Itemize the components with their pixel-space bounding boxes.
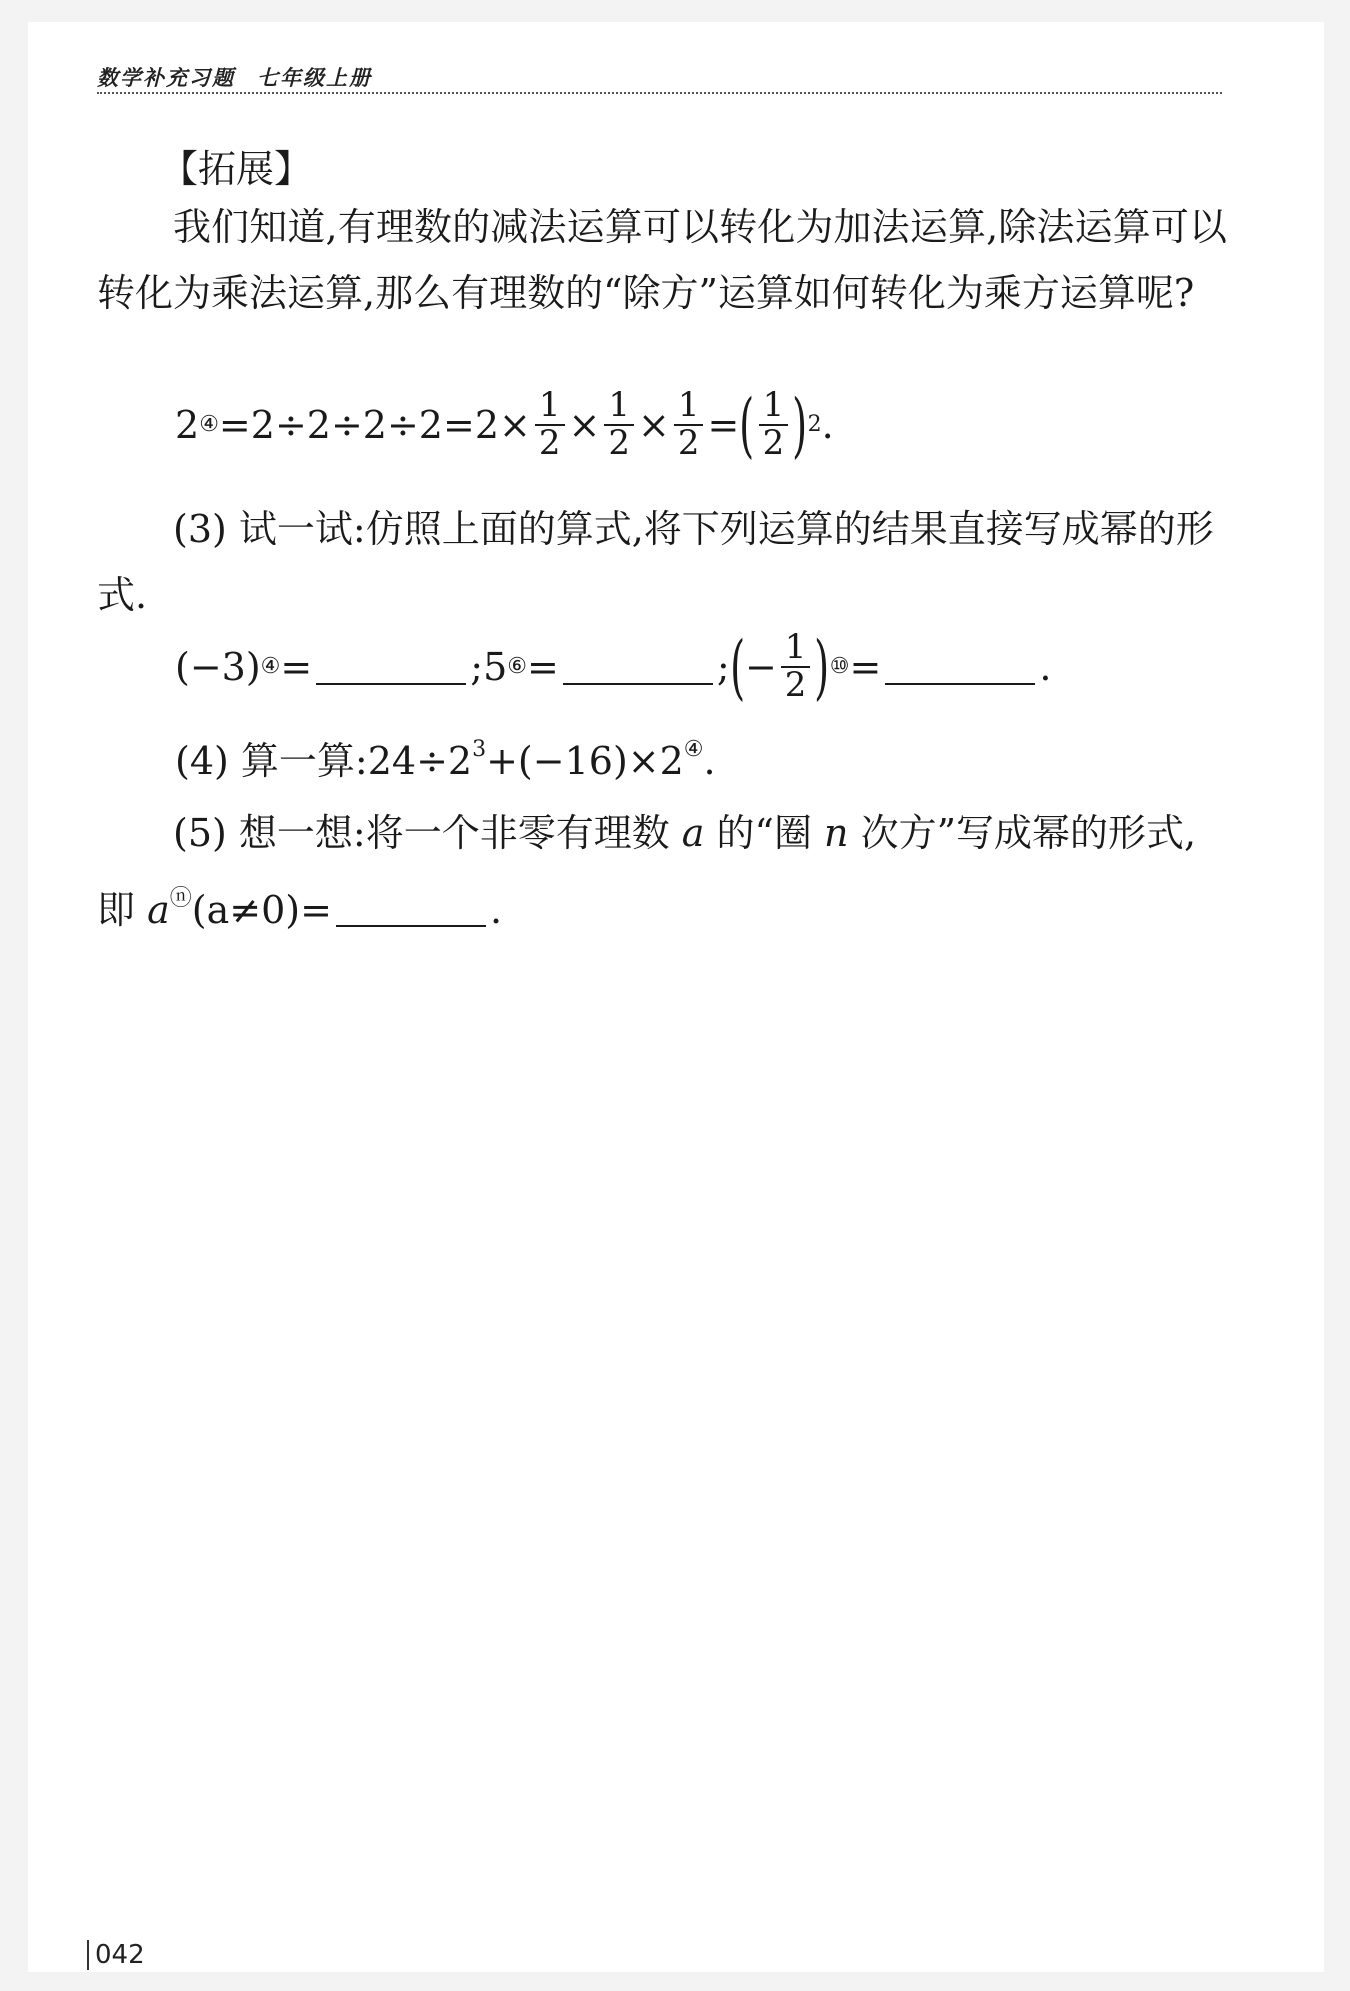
section-heading: 【拓展】 (160, 147, 313, 191)
header-divider (97, 92, 1222, 94)
fraction: $\frac{1}{2}$ (604, 388, 634, 461)
example-equation: 2 ④ =2÷2÷2÷2=2× $\frac{1}{2}$ × $\frac{1}{2}$ × $\frac{1}{2}$ = ( $\frac{1}{2}$ ) 2 . (175, 383, 834, 466)
fraction: $\frac{1}{2}$ (674, 388, 704, 461)
question-4: (4) 算一算$:24\div 2^3+(-16)\times 2^④$. (175, 737, 716, 783)
answer-blank-1[interactable] (316, 649, 466, 685)
answer-blank-3[interactable] (885, 649, 1035, 685)
question-5: (5) 想一想:将一个非零有理数 a 的“圈 n 次方”写成幂的形式,即 aⓝ(a≠0)= . (97, 811, 1197, 932)
example-chain: =2÷2÷2÷2=2× (218, 402, 531, 447)
example-circle-exponent: ④ (199, 412, 219, 438)
page-number: 042 (87, 1940, 145, 1970)
header-grade: 七年级上册 (257, 66, 372, 90)
header-book-title: 数学补充习题 (97, 66, 235, 90)
answer-blank-4[interactable] (336, 891, 486, 927)
fraction: $\frac{1}{2}$ (781, 630, 811, 703)
running-header (97, 62, 372, 92)
intro-paragraph: 我们知道,有理数的减法运算可以转化为加法运算,除法运算可以转化为乘法运算,那么有理数的“除方”运算如何转化为乘方运算呢? (97, 205, 1227, 315)
question-3-items: (−3) ④ = ; 5 ⑥ = ; ( − $\frac{1}{2}$ ) ⑩ = . (175, 625, 1052, 708)
example-power: 2 (807, 412, 822, 438)
answer-blank-2[interactable] (563, 649, 713, 685)
question-3-text: (3) 试一试:仿照上面的算式,将下列运算的结果直接写成幂的形式. (97, 507, 1214, 617)
example-base: 2 (175, 402, 200, 447)
fraction: $\frac{1}{2}$ (535, 388, 565, 461)
fraction: $\frac{1}{2}$ (759, 388, 789, 461)
